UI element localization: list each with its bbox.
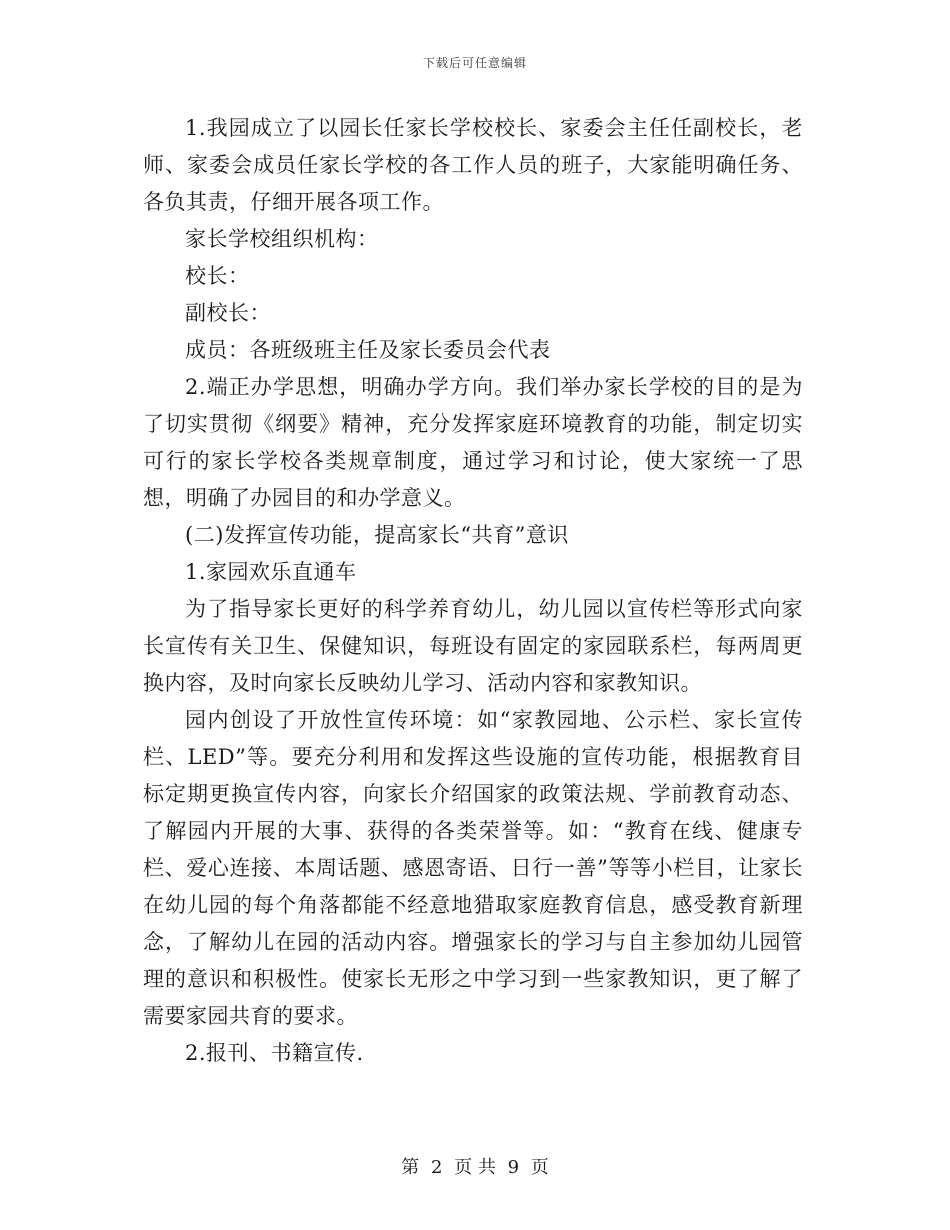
paragraph-11: 2.报刊、书籍宣传. [185, 1041, 364, 1065]
footer-prefix: 第 [401, 1157, 420, 1178]
paragraph-9: 为了指导家长更好的科学养育幼儿，幼儿园以宣传栏等形式向家长宣传有关卫生、保健知识，每班设有固定的家园联系栏，每两周更换内容，及时向家长反映幼儿学习、活动内容和家教知识。 [143, 597, 803, 695]
footer-current-page: 2 [430, 1157, 443, 1178]
page-footer [0, 1153, 950, 1179]
footer-total-pages: 9 [507, 1157, 520, 1178]
paragraph-1: 1.我园成立了以园长任家长学校校长、家委会主任任副校长，老师、家委会成员任家长学校的各工作人员的班子，大家能明确任务、各负其责，仔细开展各项工作。 [143, 116, 803, 214]
paragraph-6: 2.端正办学思想，明确办学方向。我们举办家长学校的目的是为了切实贯彻《纲要》精神，充分发挥家庭环境教育的功能，制定切实可行的家长学校各类规章制度，通过学习和讨论，使大家统一了思想，明确了办园目的和办学意义。 [143, 375, 803, 510]
paragraph-2: 家长学校组织机构： [185, 227, 379, 251]
paragraph-10: 园内创设了开放性宣传环境：如“家教园地、公示栏、家长宣传栏、LED”等。要充分利用和发挥这些设施的宣传功能，根据教育目标定期更换宣传内容，向家长介绍国家的政策法规、学前教育动态、了解园内开展的大事、获得的各类荣誉等。如：“教育在线、健康专栏、爱心连接、本周话题、感恩寄语、日行一善”等等小栏目，让家长在幼儿园的每个角落都能不经意地猎取家庭教育信息，感受教育新理念，了解幼儿在园的活动内容。增强家长的学习与自主参加幼儿园管理的意识和积极性。使家长无形之中学习到一些家教知识，更了解了需要家园共育的要求。 [143, 708, 803, 1028]
footer-middle: 页 共 [454, 1157, 496, 1178]
paragraph-7: (二)发挥宣传功能，提高家长“共育”意识 [185, 523, 569, 547]
footer-suffix: 页 [530, 1157, 549, 1178]
document-body [143, 110, 803, 1072]
paragraph-8: 1.家园欢乐直通车 [185, 560, 357, 584]
paragraph-3: 校长： [185, 264, 250, 288]
page-header-note: 下载后可任意编辑 [422, 56, 527, 70]
paragraph-4: 副校长： [185, 301, 271, 325]
paragraph-5: 成员：各班级班主任及家长委员会代表 [185, 338, 551, 362]
